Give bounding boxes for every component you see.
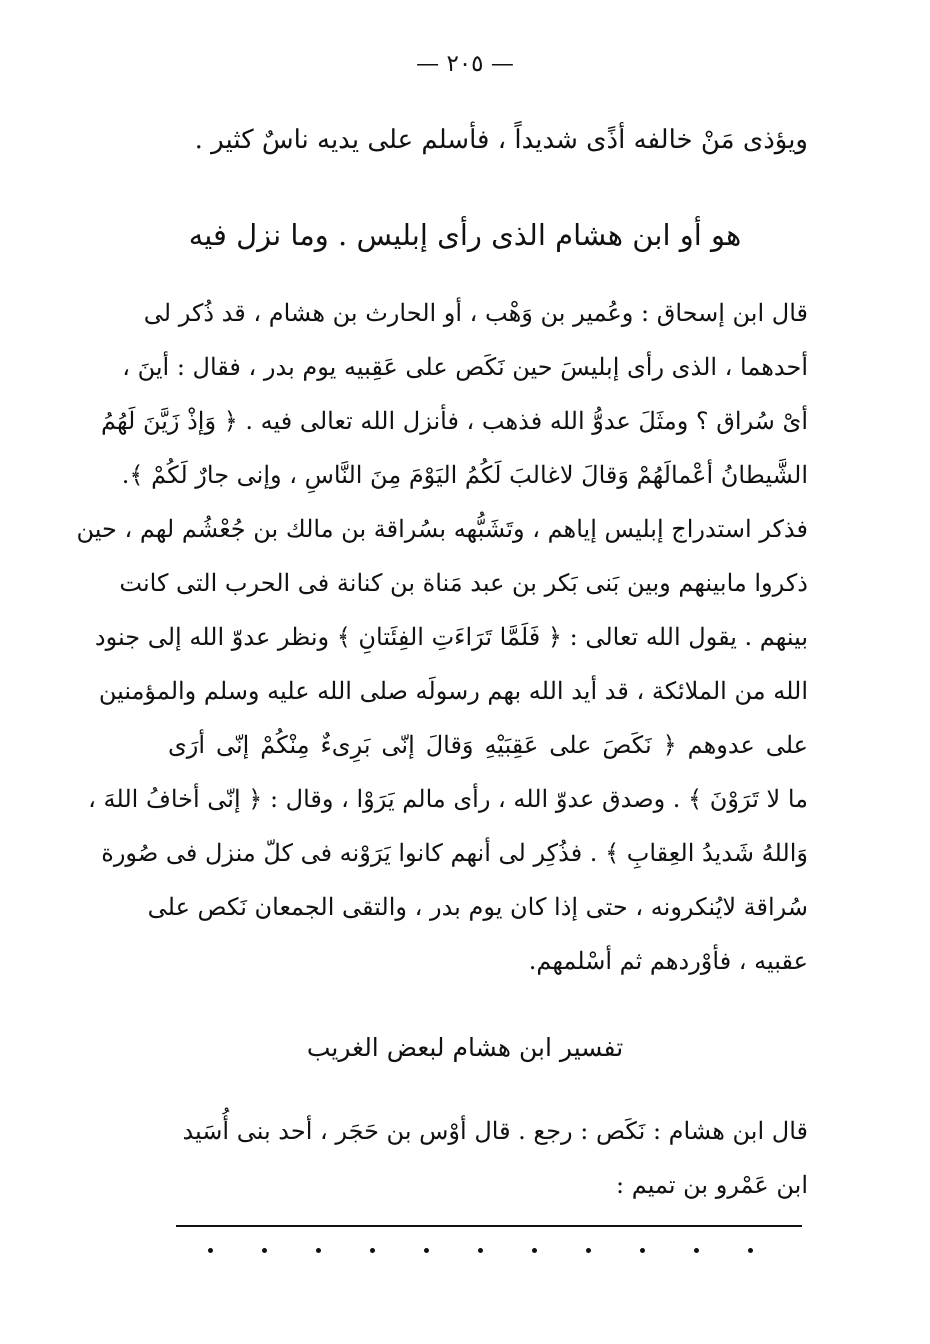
footnote-dot (424, 1248, 429, 1253)
footnote-dot (532, 1248, 537, 1253)
paragraph-line: الله من الملائكة ، قد أيد الله بهم رسولَه صلى الله عليه وسلم والمؤمنين (98, 677, 808, 705)
footnote-dot (208, 1248, 213, 1253)
footnote-dot (370, 1248, 375, 1253)
paragraph-line: وَاللهُ شَديدُ العِقابِ ﴾ . فذُكِر لى أنهم كانوا يَرَوْنه فى كلّ منزل فى صُورة (101, 839, 808, 867)
intro-line: ويؤذى مَنْ خالفه أذًى شديداً ، فأسلم على يديه ناسٌ كثير . (194, 125, 808, 155)
paragraph-line: عقبيه ، فأوْردهم ثم أسْلمهم. (528, 947, 808, 975)
footnote-dot (748, 1248, 753, 1253)
footnote-dot (586, 1248, 591, 1253)
section-heading: هو أو ابن هشام الذى رأى إبليس . وما نزل فيه (188, 218, 742, 252)
paragraph-line: أحدهما ، الذى رأى إبليسَ حين نَكَص على عَقِبيه يوم بدر ، فقال : أينَ ، (122, 353, 808, 381)
paragraph-line: ابن عَمْرو بن تميم : (616, 1171, 808, 1199)
paragraph-line: ذكروا مابينهم وبين بَنى بَكر بن عبد مَناة بن كنانة فى الحرب التى كانت (119, 569, 808, 597)
footnote-dot (316, 1248, 321, 1253)
paragraph-line: على عدوهم ﴿ نَكَصَ على عَقِبَيْهِ وَقالَ إنّى بَرِىءٌ مِنْكُمْ إنّى أرَى (168, 731, 808, 759)
paragraph-line: ما لا تَرَوْنَ ﴾ . وصدق عدوّ الله ، رأى مالم يَرَوْا ، وقال : ﴿ إنّى أخافُ اللهَ ، (88, 785, 808, 813)
paragraph-line: بينهم . يقول الله تعالى : ﴿ فَلَمَّا تَرَاءَتِ الفِئَتانِ ﴾ ونظر عدوّ الله إلى جنود (94, 623, 808, 651)
section-heading: تفسير ابن هشام لبعض الغريب (306, 1033, 624, 1062)
paragraph-line: الشَّيطانُ أعْمالَهُمْ وَقالَ لاغالبَ لَكُمُ اليَوْمَ مِنَ النَّاسِ ، وإنى جارٌ لَكُمْ ﴾. (121, 461, 808, 489)
paragraph-line: أىْ سُراق ؟ ومثَلَ عدوُّ الله فذهب ، فأنزل الله تعالى فيه . ﴿ وَإذْ زَيَّنَ لَهُمُ (100, 407, 808, 435)
paragraph-line: قال ابن إسحاق : وعُمير بن وَهْب ، أو الحارث بن هشام ، قد ذُكر لى (143, 299, 808, 327)
footnote-dot (478, 1248, 483, 1253)
footnote-dot (694, 1248, 699, 1253)
footnote-rule (176, 1225, 802, 1227)
paragraph-line: قال ابن هشام : نَكَص : رجع . قال أوْس بن حَجَر ، أحد بنى أُسَيد (182, 1117, 808, 1145)
page-number: — ٢٠٥ — (416, 51, 514, 77)
footnote-dot (640, 1248, 645, 1253)
footnote-dot (262, 1248, 267, 1253)
paragraph-line: سُراقة لايُنكرونه ، حتى إذا كان يوم بدر ، والتقى الجمعان نَكص على (147, 893, 808, 921)
paragraph-line: فذكر استدراج إبليس إياهم ، وتَشَبُّهه بسُراقة بن مالك بن جُعْشُم لهم ، حين (76, 515, 808, 543)
